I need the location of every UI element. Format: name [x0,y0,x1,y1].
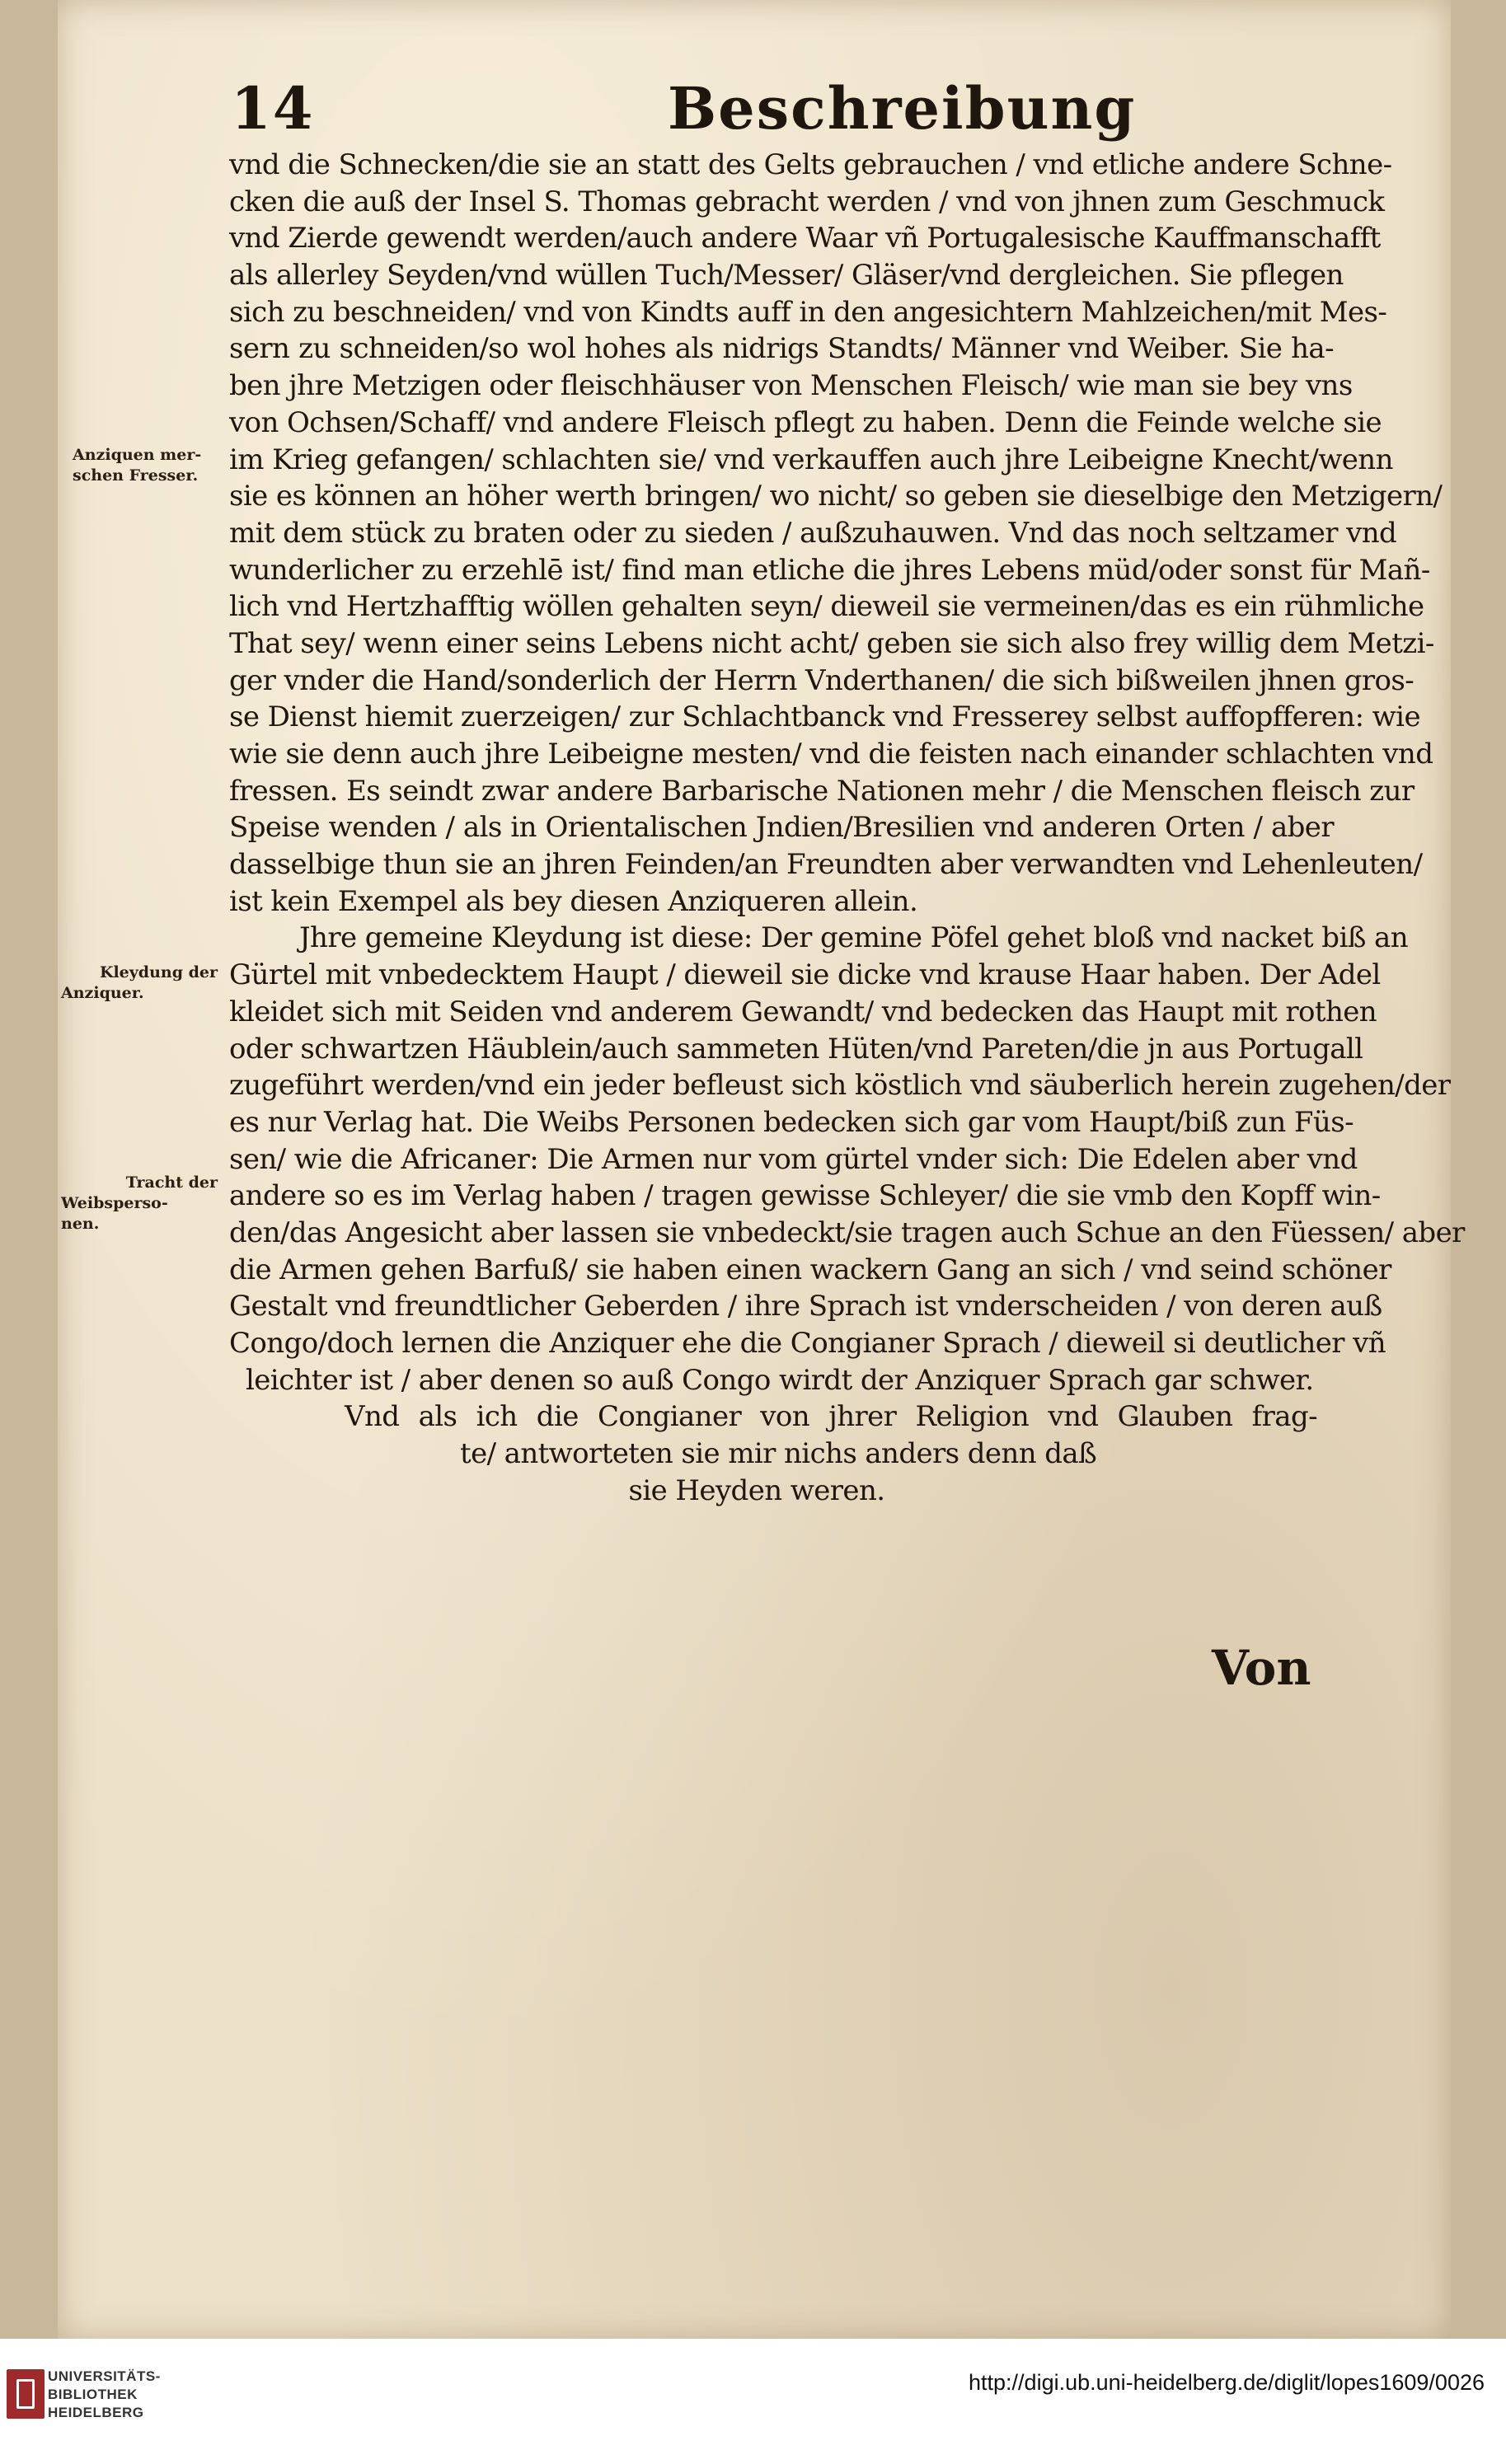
text-line: Speise wenden / als in Orientalischen Jndien/Bresilien vnd anderen Orten / aber [229,811,1334,845]
text-line: lich vnd Hertzhafftig wöllen gehalten seyn/ dieweil sie vermeinen/das es ein rühmliche [229,590,1424,624]
logo-line: HEIDELBERG [48,2405,144,2420]
text-line: den/das Angesicht aber lassen sie vnbedeckt/sie tragen auch Schue an den Füessen/ aber [229,1216,1465,1249]
text-line: zugeführt werden/vnd ein jeder befleust sich köstlich vnd säuberlich herein zugehen/der [229,1069,1451,1103]
text-line: sie Heyden weren. [628,1473,885,1507]
text-line: sie es können an höher werth bringen/ wo nicht/ so geben sie dieselbige den Metzigern/ [229,480,1443,513]
text-line: die Armen gehen Barfuß/ sie haben einen wackern Gang an sich / vnd seind schöner [229,1253,1391,1286]
library-logo-text [48,2368,161,2422]
page-number: 14 [231,74,315,143]
text-line: cken die auß der Insel S. Thomas gebracht werden / vnd von jhnen zum Geschmuck [229,185,1385,218]
text-line: mit dem stück zu braten oder zu sieden / außzuhauwen. Vnd das noch seltzamer vnd [229,516,1397,550]
text-line: es nur Verlag hat. Die Weibs Personen bedecken sich gar vom Haupt/biß zun Füs- [229,1105,1354,1139]
text-line: sen/ wie die Africaner: Die Armen nur vom gürtel vnder sich: Die Edelen aber vnd [229,1142,1358,1176]
text-line: als allerley Seyden/vnd wüllen Tuch/Messer/ Gläser/vnd dergleichen. Sie pflegen [229,259,1344,293]
body-text [229,147,1465,1509]
text-line: wie sie denn auch jhre Leibeigne mesten/ vnd die feisten nach einander schlachten vnd [229,738,1433,771]
text-line: Gestalt vnd freundtlicher Geberden / ihre Sprach ist vnderscheiden / von deren auß [229,1290,1382,1323]
marginal-note-line: Tracht der [125,1173,218,1192]
text-line: sern zu schneiden/so wol hohes als nidrigs Standts/ Männer vnd Weiber. Sie ha- [229,332,1334,366]
marginal-note-line: nen. [61,1215,100,1233]
marginal-note-womens-dress [61,1173,218,1234]
footer-bar [0,2339,1506,2464]
text-line: leichter ist / aber denen so auß Congo wirdt der Anziquer Sprach gar schwer. [246,1363,1314,1397]
text-line: fressen. Es seindt zwar andere Barbarische Nationen mehr / die Menschen fleisch zur [229,774,1415,808]
logo-line: UNIVERSITÄTS- [48,2368,161,2384]
text-line: vnd Zierde gewendt werden/auch andere Waar vñ Portugalesische Kauffmanschafft [229,222,1381,255]
marginal-note-line: Kleydung der [99,963,218,981]
text-line: Jhre gemeine Kleydung ist diese: Der gemine Pöfel gehet bloß vnd nacket biß an [299,921,1409,955]
text-line: andere so es im Verlag haben / tragen gewisse Schleyer/ die sie vmb den Kopff win- [229,1179,1381,1213]
text-line: ist kein Exempel als bey diesen Anziqueren allein. [229,884,918,918]
text-line: Gürtel mit vnbedecktem Haupt / dieweil sie dicke vnd krause Haar haben. Der Adel [229,958,1381,992]
text-line: te/ antworteten sie mir nichs anders denn daß [460,1437,1097,1471]
text-line: Congo/doch lernen die Anziquer ehe die Congianer Sprach / dieweil si deutlicher vñ [229,1327,1386,1360]
running-title: Beschreibung [668,74,1137,143]
text-line: dasselbige thun sie an jhren Feinden/an Freundten aber verwandten vnd Lehenleuten/ [229,848,1423,882]
marginal-note-line: Weibsperso- [61,1194,168,1212]
marginal-note-line: schen Fresser. [73,466,199,485]
page-header [223,66,1327,157]
library-logo[interactable] [0,2359,198,2450]
text-line: von Ochsen/Schaff/ vnd andere Fleisch pflegt zu haben. Denn die Feinde welche sie [229,405,1382,439]
marginal-note-clothing [61,963,218,1004]
source-url-link[interactable]: http://digi.ub.uni-heidelberg.de/diglit/lopes1609/0026 [969,2370,1485,2395]
marginal-note-cannibals [73,445,225,486]
text-line: kleidet sich mit Seiden vnd anderem Gewandt/ vnd bedecken das Haupt mit rothen [229,995,1377,1028]
marginal-note-line: Anziquer. [61,984,144,1002]
catchword: Von [1212,1640,1311,1696]
logo-line: BIBLIOTHEK [48,2387,138,2402]
text-line: vnd die Schnecken/die sie an statt des Gelts gebrauchen / vnd etliche andere Schne- [229,148,1392,181]
text-line: im Krieg gefangen/ schlachten sie/ vnd verkauffen auch jhre Leibeigne Knecht/wenn [229,443,1393,476]
library-logo-icon [7,2369,45,2419]
text-line: ben jhre Metzigen oder fleischhäuser von Menschen Fleisch/ wie man sie bey vns [229,369,1353,403]
text-line: se Dienst hiemit zuerzeigen/ zur Schlachtbanck vnd Fresserey selbst auffopfferen: wie [229,700,1420,734]
text-line: wunderlicher zu erzehlē ist/ find man etliche die jhres Lebens müd/oder sonst für Mañ- [229,553,1430,587]
text-line: oder schwartzen Häublein/auch sammeten Hüten/vnd Pareten/die jn aus Portugall [229,1032,1363,1066]
text-line: Vnd als ich die Congianer von jhrer Religion vnd Glauben frag- [345,1400,1317,1434]
marginal-note-line: Anziquen mer- [73,446,202,464]
text-line: sich zu beschneiden/ vnd von Kindts auff in den angesichtern Mahlzeichen/mit Mes- [229,295,1387,329]
text-line: ger vnder die Hand/sonderlich der Herrn Vnderthanen/ die sich bißweilen jhnen gros- [229,663,1415,697]
text-line: That sey/ wenn einer seins Lebens nicht acht/ geben sie sich also frey willig dem Metzi- [229,626,1434,660]
